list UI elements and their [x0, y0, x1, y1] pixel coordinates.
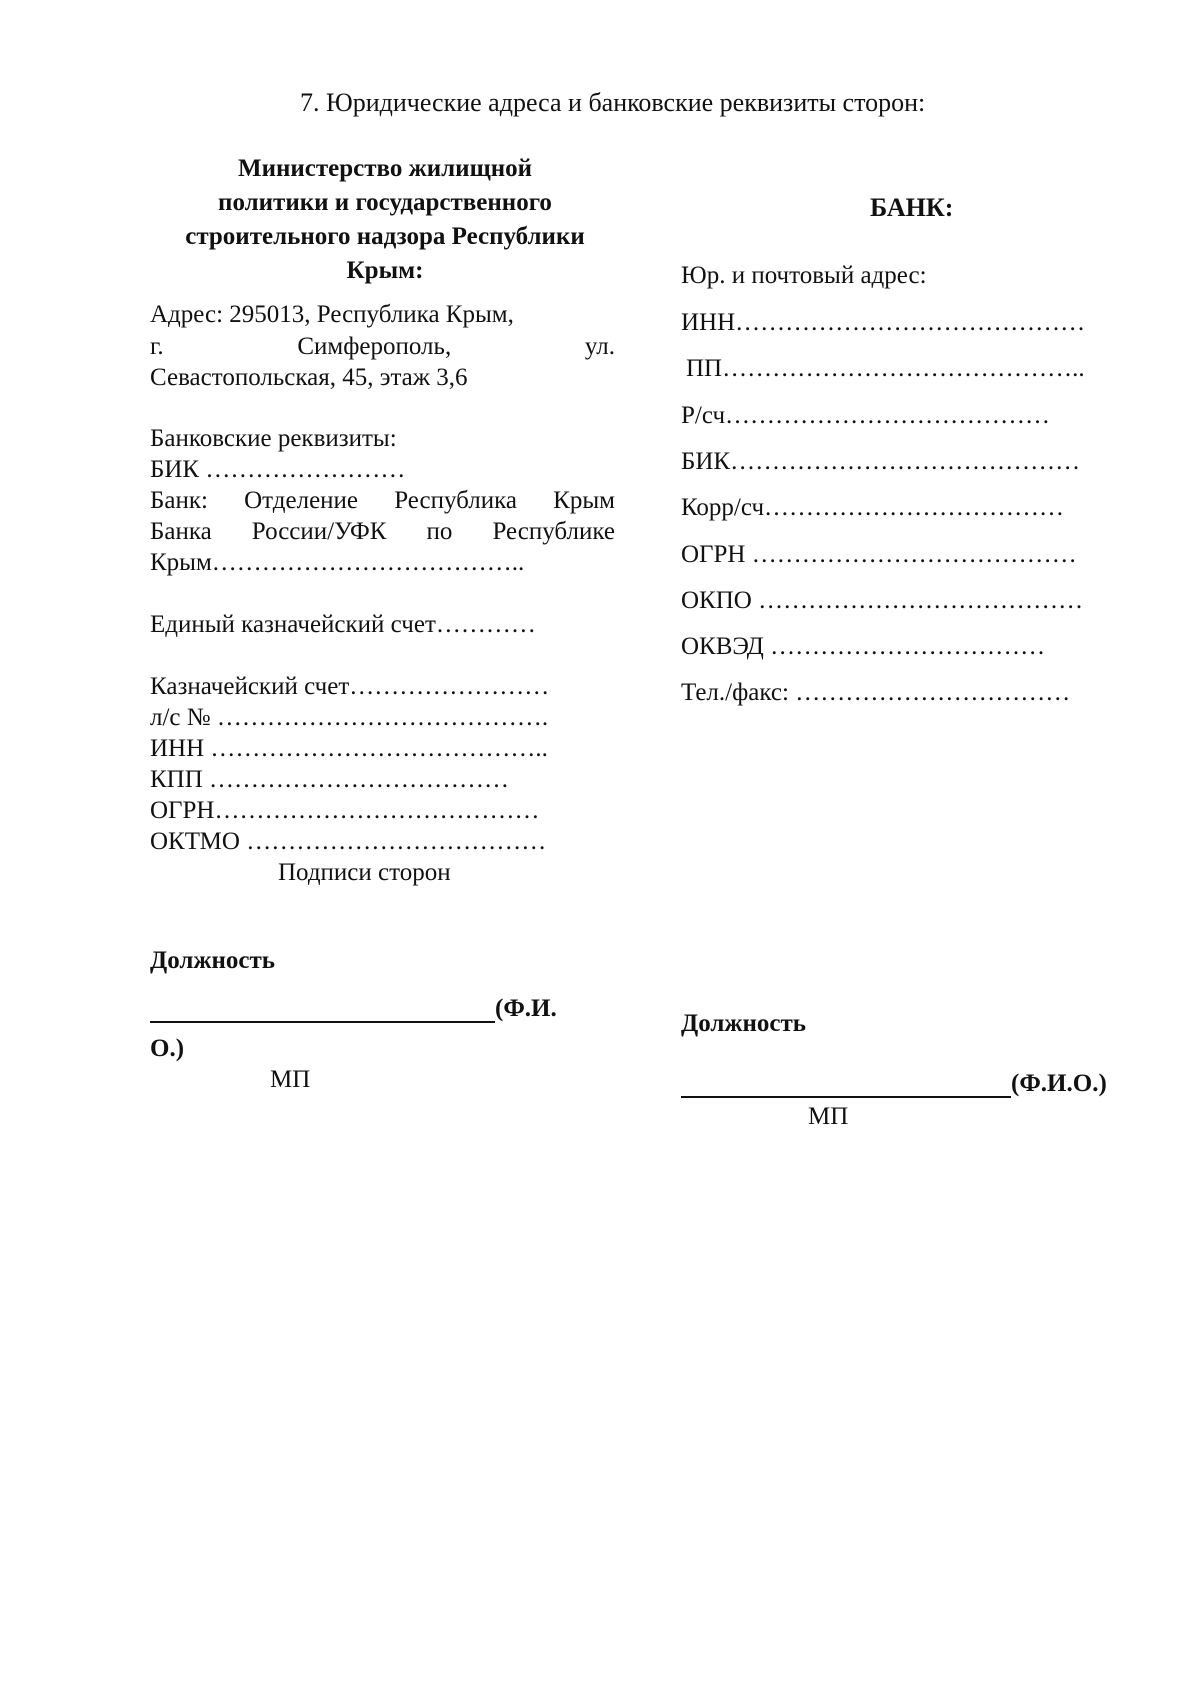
bank-word: Банк: [150, 487, 208, 514]
bank-word: Банка [150, 518, 212, 545]
bank-word: Отделение [244, 487, 359, 514]
bank-title: БАНК: [870, 193, 954, 222]
bank-korr: Корр/сч……………………………… [681, 494, 1065, 521]
bank-inn: ИНН…………………………………… [681, 309, 1086, 336]
right-signature-line [681, 1070, 1011, 1098]
ministry-bank-line3: Крым……………………………….. [150, 549, 525, 576]
address-word: ул. [584, 333, 615, 360]
bank-address: Юр. и почтовый адрес: [681, 262, 927, 289]
ministry-name [150, 152, 620, 288]
ministry-kpp: КПП ……………………………… [150, 766, 510, 793]
address-word: г. [150, 333, 164, 360]
bank-okved: ОКВЭД …………………………… [681, 633, 1046, 660]
ministry-address-line3: Севастопольская, 45, этаж 3,6 [150, 364, 468, 391]
ministry-address-line1: Адрес: 295013, Республика Крым, [150, 301, 514, 328]
right-position-label: Должность [681, 1010, 807, 1037]
address-word: Симферополь, [297, 333, 452, 360]
bank-okpo: ОКПО ………………………………… [681, 587, 1084, 614]
bank-pp: ПП…………………………………….. [686, 355, 1085, 382]
ministry-bik: БИК …………………… [150, 456, 406, 483]
signatures-heading: Подписи сторон [278, 859, 451, 886]
left-stamp: МП [270, 1066, 311, 1093]
ministry-bank-line1 [150, 484, 615, 517]
right-fio: (Ф.И.О.) [1011, 1070, 1107, 1097]
left-fio-part1: (Ф.И. [495, 995, 557, 1022]
left-position-label: Должность [150, 947, 276, 974]
bank-ogrn: ОГРН ………………………………… [681, 541, 1077, 568]
bank-rs: Р/сч………………………………… [681, 402, 1051, 429]
right-signature-row [681, 1070, 1107, 1098]
bank-word: Республика [394, 487, 517, 514]
ministry-unified-account: Единый казначейский счет………… [150, 611, 536, 638]
left-signature-row [150, 995, 557, 1023]
left-fio-part2: О.) [150, 1035, 185, 1062]
ministry-name-line: политики и государственного [218, 189, 552, 216]
ministry-bank-line2 [150, 515, 615, 548]
section-title: 7. Юридические адреса и банковские реквизиты сторон: [300, 88, 926, 117]
bank-details-heading: Банковские реквизиты: [150, 425, 397, 452]
bank-phone: Тел./факс: …………………………… [681, 679, 1071, 706]
ministry-inn: ИНН ………………………………….. [150, 735, 548, 762]
ministry-name-line: строительного надзора Республики [185, 223, 585, 250]
right-stamp: МП [808, 1103, 849, 1130]
bank-word: по [426, 518, 453, 545]
bank-bik: БИК…………………………………… [681, 448, 1081, 475]
bank-word: Республике [492, 518, 615, 545]
left-signature-line [150, 995, 495, 1023]
ministry-oktmo: ОКТМО ……………………………… [150, 828, 547, 855]
ministry-treasury-account: Казначейский счет…………………… [150, 673, 550, 700]
bank-word: Крым [553, 487, 615, 514]
ministry-name-line: Крым: [346, 257, 424, 284]
ministry-name-line: Министерство жилищной [237, 155, 533, 182]
ministry-address-line2 [150, 330, 615, 363]
ministry-personal-account: л/с № …………………………………. [150, 704, 549, 731]
ministry-ogrn: ОГРН………………………………… [150, 797, 540, 824]
bank-word: России/УФК [251, 518, 387, 545]
